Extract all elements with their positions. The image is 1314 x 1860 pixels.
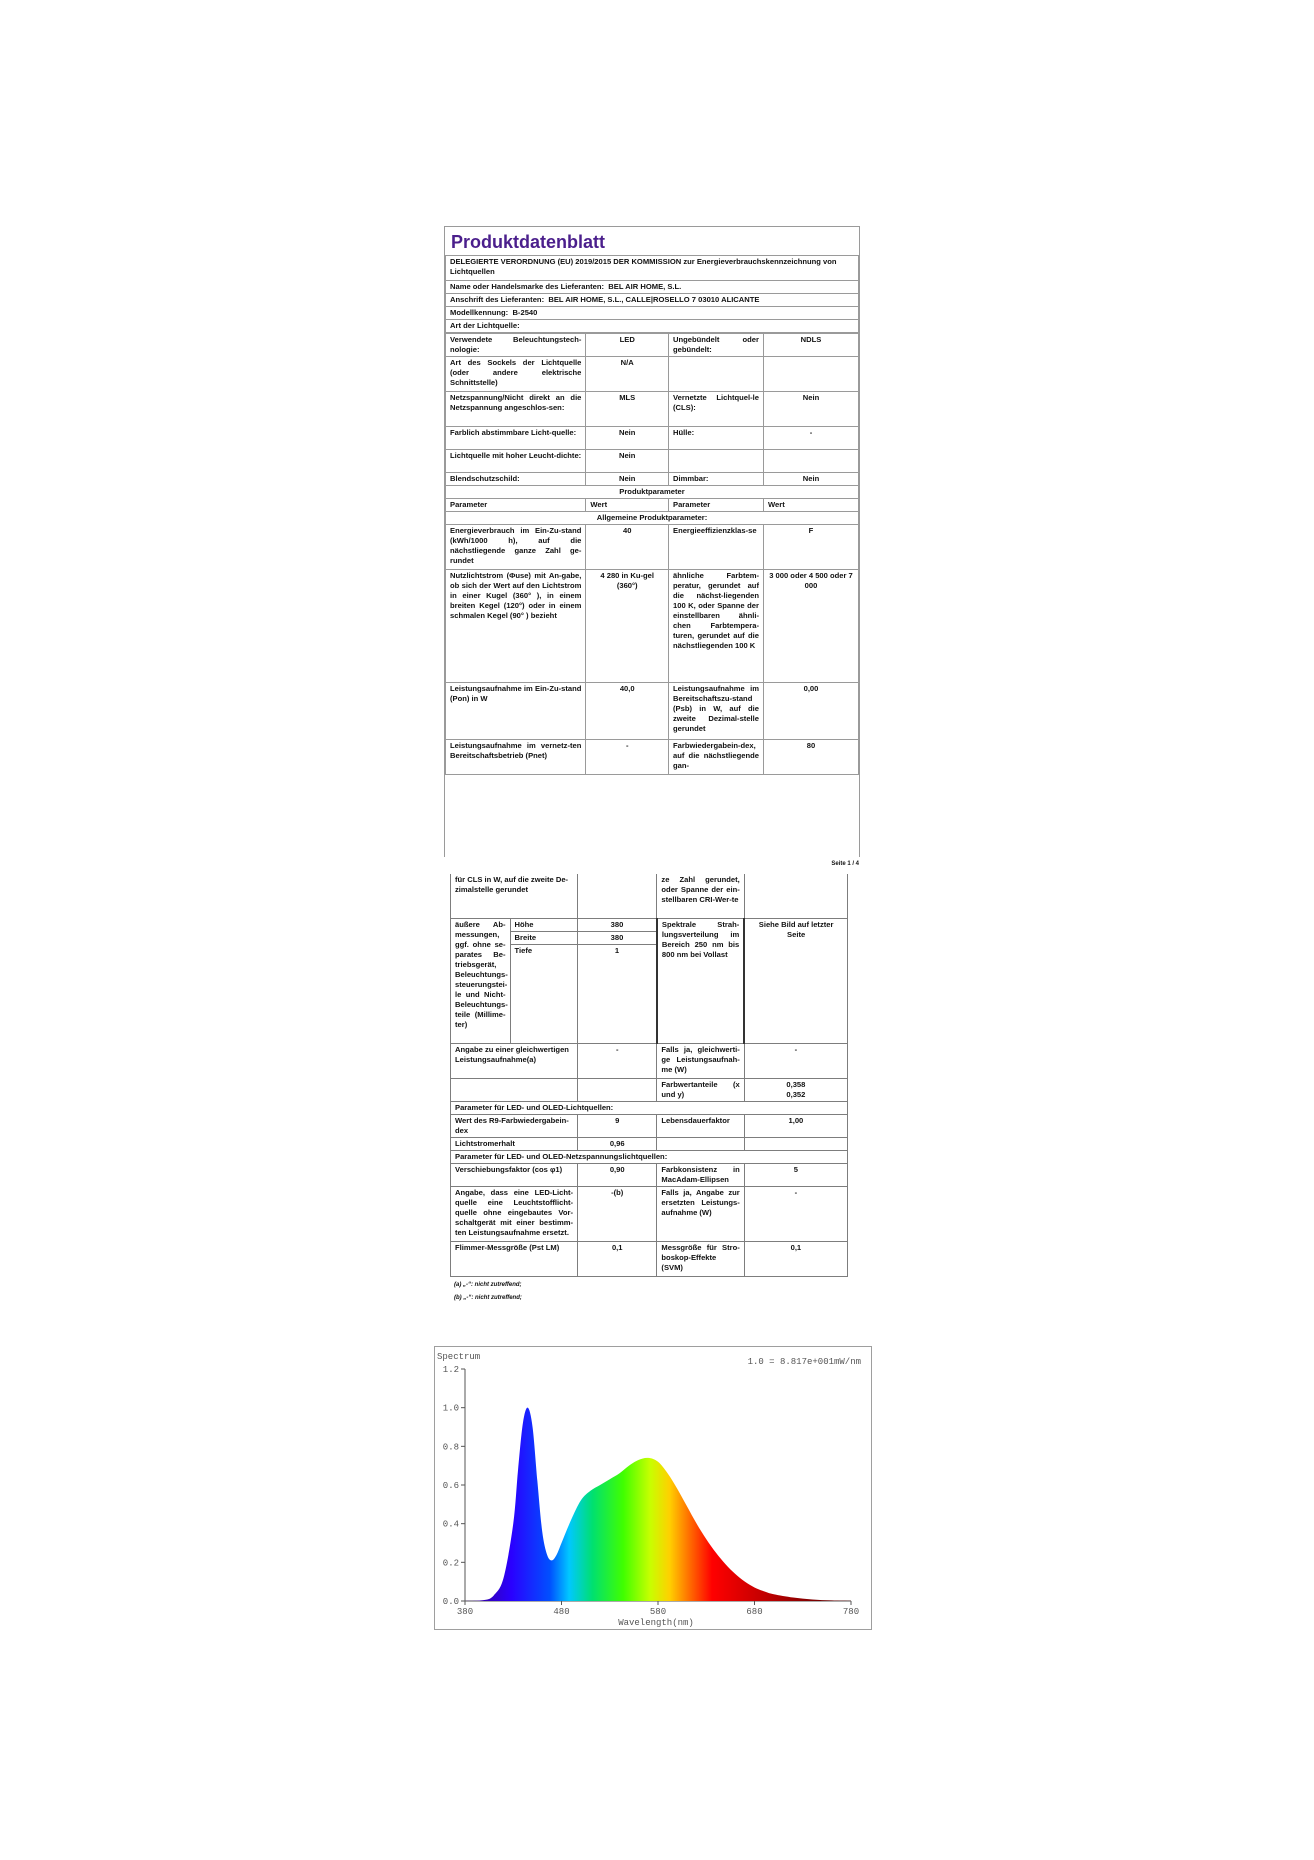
param-label: Energieverbrauch im Ein-Zu-stand (kWh/1000 h), auf die nächstliegende ganze Zahl ge-rundet (446, 525, 586, 570)
y-tick-label: 0.2 (442, 1558, 459, 1569)
dimensions-label: äußere Ab-messungen, ggf. ohne se-parates Be-triebsgerät, Beleuchtungs-steuerungstei-le und Nicht-Beleuchtungs-teile (Millime-ter) (451, 919, 511, 1044)
param-value: 0,00 (763, 683, 858, 740)
displacement-label: Verschiebungsfaktor (cos φ1) (451, 1164, 578, 1187)
page-number: Seite 1 / 4 (831, 861, 859, 867)
macadam-value: 5 (744, 1164, 847, 1187)
parameters-table-continued (450, 874, 848, 1277)
flicker-label: Flimmer-Messgröße (Pst LM) (451, 1242, 578, 1277)
dim-height-value: 380 (578, 919, 657, 932)
table-row (446, 334, 859, 357)
spectral-value: Siehe Bild auf letzter Seite (744, 919, 847, 1044)
equivalent-power-w-value: - (744, 1044, 847, 1079)
param-value (763, 450, 858, 473)
param-value: - (763, 427, 858, 450)
replacement-w-value: - (744, 1187, 847, 1242)
chart-title: Spectrum (437, 1352, 481, 1362)
mains-parameters-heading: Parameter für LED- und OLED-Netzspannungslichtquellen: (451, 1151, 848, 1164)
param-value: NDLS (763, 334, 858, 357)
y-tick-label: 0.0 (442, 1597, 459, 1607)
supplier-value: BEL AIR HOME, S.L. (608, 282, 682, 291)
product-parameters-heading: Produktparameter (446, 486, 859, 499)
table-row (451, 874, 848, 919)
dim-depth-value: 1 (578, 945, 657, 1044)
param-label: Dimmbar: (669, 473, 764, 486)
x-tick-label: 580 (649, 1607, 667, 1617)
column-header-value: Wert (763, 499, 858, 512)
general-parameters-heading: Allgemeine Produktparameter: (446, 512, 859, 525)
macadam-label: Farbkonsistenz in MacAdam-Ellipsen (657, 1164, 744, 1187)
param-value: Nein (763, 473, 858, 486)
param-value: N/A (586, 357, 669, 392)
table-row (451, 1164, 848, 1187)
table-row (446, 392, 859, 427)
param-value: Nein (586, 450, 669, 473)
dim-depth-label: Tiefe (510, 945, 577, 1044)
param-label: Leistungsaufnahme im Bereitschaftszu-stand (Psb) in W, auf die zweite Dezimal-stelle gerundet (669, 683, 764, 740)
empty-cell (451, 1079, 578, 1102)
param-value (578, 874, 657, 919)
param-label: Hülle: (669, 427, 764, 450)
table-row (451, 1079, 848, 1102)
model-row (446, 307, 859, 320)
table-row (446, 450, 859, 473)
supplier-row (446, 281, 859, 294)
chromaticity-x: 0,358 (786, 1080, 806, 1089)
table-row (446, 740, 859, 775)
datasheet-page-1 (444, 226, 860, 867)
spectrum-area (465, 1408, 851, 1601)
param-value: 40,0 (586, 683, 669, 740)
column-header-row (446, 499, 859, 512)
column-header-value: Wert (586, 499, 669, 512)
replacement-w-label: Falls ja, Angabe zur ersetzten Leistungs-aufnahme (W) (657, 1187, 744, 1242)
param-label: Leistungsaufnahme im vernetz-ten Bereitschaftsbetrieb (Pnet) (446, 740, 586, 775)
param-label: Energieeffizienzklas-se (669, 525, 764, 570)
x-tick-label: 380 (456, 1607, 474, 1617)
spectrum-svg (435, 1347, 871, 1629)
footnote-a: (a) „-“: nicht zutreffend; (454, 1282, 522, 1288)
param-label: für CLS in W, auf die zweite De-zimalstelle gerundet (451, 874, 578, 919)
table-row (446, 570, 859, 683)
dim-width-label: Breite (510, 932, 577, 945)
param-label: Art des Sockels der Lichtquelle (oder andere elektrische Schnittstelle) (446, 357, 586, 392)
table-row (451, 1044, 848, 1079)
column-header-parameter: Parameter (446, 499, 586, 512)
table-row (446, 427, 859, 450)
replacement-value: -(b) (578, 1187, 657, 1242)
flicker-value: 0,1 (578, 1242, 657, 1277)
y-tick-label: 0.4 (442, 1519, 459, 1530)
param-value: Nein (586, 473, 669, 486)
spectral-label: Spektrale Strah-lungsverteilung im Bereich 250 nm bis 800 nm bei Vollast (657, 919, 744, 1044)
param-label: ze Zahl gerundet, oder Spanne der ein-stellbaren CRI-Wer-te (657, 874, 744, 919)
r9-label: Wert des R9-Farbwiedergabein-dex (451, 1115, 578, 1138)
param-value (744, 874, 847, 919)
param-label: Vernetzte Lichtquel-le (CLS): (669, 392, 764, 427)
table-row (451, 1242, 848, 1277)
y-tick-label: 0.8 (442, 1442, 459, 1453)
table-row (451, 1115, 848, 1138)
param-label: Netzspannung/Nicht direkt an die Netzspannung angeschlos-sen: (446, 392, 586, 427)
param-label: Ungebündelt oder gebündelt: (669, 334, 764, 357)
address-row (446, 294, 859, 307)
footnote-b: (b) „-“: nicht zutreffend; (454, 1295, 522, 1301)
header-table (445, 255, 859, 333)
x-tick-label: 780 (842, 1607, 860, 1617)
model-label: Modellkennung: (450, 308, 509, 317)
equivalent-power-w-label: Falls ja, gleichwerti-ge Leistungsaufnah-me (W) (657, 1044, 744, 1079)
stroboscopic-label: Messgröße für Stro-boskop-Effekte (SVM) (657, 1242, 744, 1277)
document-title: Produktdatenblatt (451, 232, 606, 252)
address-label: Anschrift des Lieferanten: (450, 295, 545, 304)
param-value: LED (586, 334, 669, 357)
param-value: Nein (763, 392, 858, 427)
empty-cell (744, 1138, 847, 1151)
light-source-type-label: Art der Lichtquelle: (446, 320, 859, 333)
param-label (669, 357, 764, 392)
table-row (451, 919, 848, 932)
param-value: 3 000 oder 4 500 oder 7 000 (763, 570, 858, 683)
x-tick-label: 680 (746, 1607, 763, 1617)
param-label: Verwendete Beleuchtungstech-nologie: (446, 334, 586, 357)
lifetime-value: 1,00 (744, 1115, 847, 1138)
empty-cell (657, 1138, 744, 1151)
param-value: 80 (763, 740, 858, 775)
chromaticity-value (744, 1079, 847, 1102)
replacement-label: Angabe, dass eine LED-Licht-quelle eine Leuchtstofflicht-quelle ohne eingebautes Vor-schaltgerät mit einer bestimm-ten Leistungsaufnahme ersetzt. (451, 1187, 578, 1242)
param-value: MLS (586, 392, 669, 427)
displacement-value: 0,90 (578, 1164, 657, 1187)
lumen-maintenance-value: 0,96 (578, 1138, 657, 1151)
chromaticity-label: Farbwertanteile (x und y) (657, 1079, 744, 1102)
x-axis-label: Wavelength(nm) (618, 1618, 694, 1628)
param-label: Leistungsaufnahme im Ein-Zu-stand (Pon) in W (446, 683, 586, 740)
y-tick-label: 1.2 (442, 1365, 459, 1375)
param-label: Lichtquelle mit hoher Leucht-dichte: (446, 450, 586, 473)
address-value: BEL AIR HOME, S.L., CALLE|ROSELLO 7 03010 ALICANTE (548, 295, 760, 304)
table-row (446, 357, 859, 392)
regulation-text: DELEGIERTE VERORDNUNG (EU) 2019/2015 DER KOMMISSION zur Energieverbrauchskennzeichnung von Lichtquellen (446, 256, 859, 281)
table-row (446, 525, 859, 570)
supplier-label: Name oder Handelsmarke des Lieferanten: (450, 282, 605, 291)
empty-cell (578, 1079, 657, 1102)
led-parameters-heading: Parameter für LED- und OLED-Lichtquellen: (451, 1102, 848, 1115)
chart-annotation: 1.0 = 8.817e+001mW/nm (747, 1357, 861, 1367)
dim-width-value: 380 (578, 932, 657, 945)
lifetime-label: Lebensdauerfaktor (657, 1115, 744, 1138)
table-row (446, 683, 859, 740)
light-source-table (445, 333, 859, 775)
model-value: B-2540 (512, 308, 538, 317)
equivalent-power-label: Angabe zu einer gleichwertigen Leistungsaufnahme(a) (451, 1044, 578, 1079)
param-value: F (763, 525, 858, 570)
stroboscopic-value: 0,1 (744, 1242, 847, 1277)
table-row (451, 1138, 848, 1151)
y-tick-label: 1.0 (442, 1403, 459, 1414)
equivalent-power-value: - (578, 1044, 657, 1079)
table-row (446, 473, 859, 486)
param-label: Nutzlichtstrom (Φuse) mit An-gabe, ob sich der Wert auf den Lichtstrom in einer Kugel (360° ), in einem breiten Kegel (120°) oder in einem schmalen Kegel (90° ) bezieht (446, 570, 586, 683)
dim-height-label: Höhe (510, 919, 577, 932)
param-value: 40 (586, 525, 669, 570)
param-value: Nein (586, 427, 669, 450)
chromaticity-y: 0,352 (786, 1090, 806, 1099)
datasheet-page-2 (450, 874, 848, 1308)
param-label: Farbwiedergabein-dex, auf die nächstliegende gan- (669, 740, 764, 775)
param-label: ähnliche Farbtem-peratur, gerundet auf die nächst-liegenden 100 K, oder Spanne der einstellbaren ähnli-chen Farbtempera-turen, gerundet auf die nächstliegenden 100 K (669, 570, 764, 683)
lumen-maintenance-label: Lichtstromerhalt (451, 1138, 578, 1151)
param-value (763, 357, 858, 392)
param-label: Blendschutzschild: (446, 473, 586, 486)
y-tick-label: 0.6 (442, 1481, 459, 1491)
spectrum-chart (434, 1346, 872, 1630)
param-label (669, 450, 764, 473)
param-value: - (586, 740, 669, 775)
param-label: Farblich abstimmbare Licht-quelle: (446, 427, 586, 450)
param-value: 4 280 in Ku-gel (360°) (586, 570, 669, 683)
column-header-parameter: Parameter (669, 499, 764, 512)
r9-value: 9 (578, 1115, 657, 1138)
x-tick-label: 480 (553, 1607, 570, 1617)
table-row (451, 1187, 848, 1242)
